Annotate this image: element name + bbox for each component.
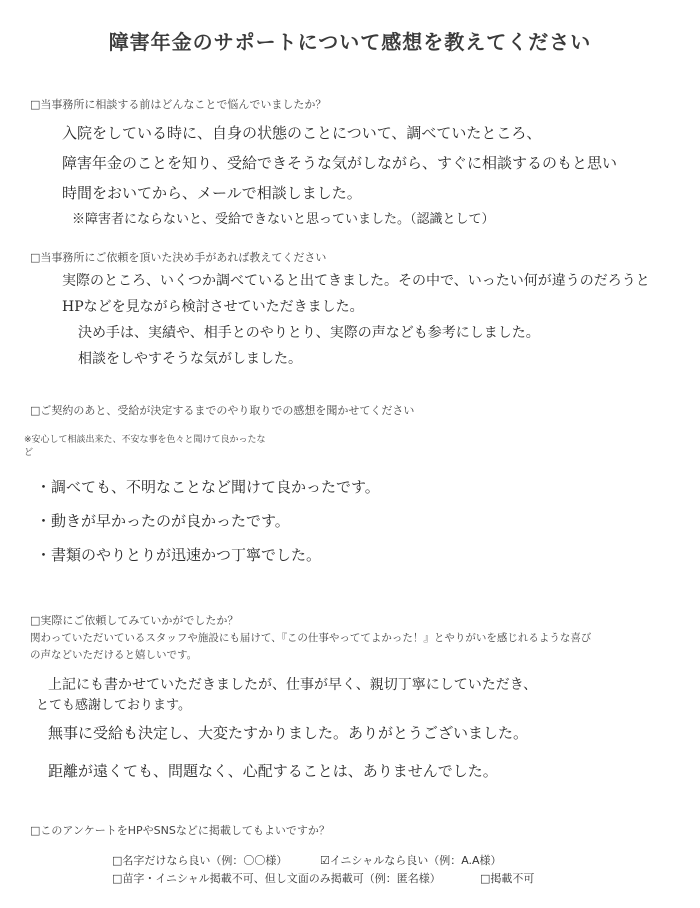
question-3-note-line-2: ど xyxy=(24,448,34,458)
answer-1-line-3: 時間をおいてから、メールで相談しました。 xyxy=(62,184,362,202)
answer-2-line-2: HPなどを見ながら検討させていただきました。 xyxy=(62,299,364,315)
question-4-description-line-2: の声などいただけると嬉しいです。 xyxy=(30,649,198,661)
answer-4-line-2: とても感謝しております。 xyxy=(36,698,191,713)
question-1: □当事務所に相談する前はどんなことで悩んでいましたか？ xyxy=(30,98,327,111)
option-text-only[interactable]: □苗字・イニシャル掲載不可、但し文面のみ掲載可（例：匿名様） xyxy=(112,872,441,885)
answer-3-line-2: ・動きが早かったのが良かったです。 xyxy=(36,512,290,530)
answer-2-line-1: 実際のところ、いくつか調べていると出てきました。その中で、いったい何が違うのだろうと xyxy=(62,273,650,289)
question-3: □ご契約のあと、受給が決定するまでのやり取りでの感想を聞かせてください xyxy=(30,404,415,417)
answer-4-line-1: 上記にも書かせていただきましたが、仕事が早く、親切丁寧にしていただき、 xyxy=(48,677,538,693)
answer-3-line-3: ・書類のやりとりが迅速かつ丁寧でした。 xyxy=(36,546,322,564)
answer-2-line-3: 決め手は、実績や、相手とのやりとり、実際の声なども参考にしました。 xyxy=(78,325,540,341)
answer-1-line-1: 入院をしている時に、自身の状態のことについて、調べていたところ、 xyxy=(62,124,542,142)
question-5: □このアンケートをHPやSNSなどに掲載してもよいですか？ xyxy=(30,824,330,837)
question-2: □当事務所にご依頼を頂いた決め手があれば教えてください xyxy=(30,251,327,264)
option-no-publish[interactable]: □掲載不可 xyxy=(480,872,535,885)
answer-4-line-4: 距離が遠くても、問題なく、心配することは、ありませんでした。 xyxy=(48,762,498,780)
option-initials-ok[interactable]: ☑イニシャルなら良い（例：A.A様） xyxy=(320,854,502,867)
answer-4-line-3: 無事に受給も決定し、大変たすかりました。ありがとうございました。 xyxy=(48,724,529,742)
question-4-description-line-1: 関わっていただいているスタッフや施設にも届けて、『この仕事やっててよかった！』とやりがいを感じれるような喜び xyxy=(30,632,592,644)
option-surname-only[interactable]: □名字だけなら良い（例：〇〇様） xyxy=(112,854,288,867)
question-4: □実際にご依頼してみていかがでしたか？ xyxy=(30,614,239,627)
page-title: 障害年金のサポートについて感想を教えてください xyxy=(108,30,592,54)
answer-3-line-1: ・調べても、不明なことなど聞けて良かったです。 xyxy=(36,478,380,496)
answer-1-line-2: 障害年金のことを知り、受給できそうな気がしながら、すぐに相談するのもと思い xyxy=(62,154,618,172)
question-3-note-line-1: ※安心して相談出来た、不安な事を色々と聞けて良かったな xyxy=(24,435,266,445)
answer-1-line-4: ※障害者にならないと、受給できないと思っていました。（認識として） xyxy=(72,212,495,227)
answer-2-line-4: 相談をしやすそうな気がしました。 xyxy=(78,351,302,367)
